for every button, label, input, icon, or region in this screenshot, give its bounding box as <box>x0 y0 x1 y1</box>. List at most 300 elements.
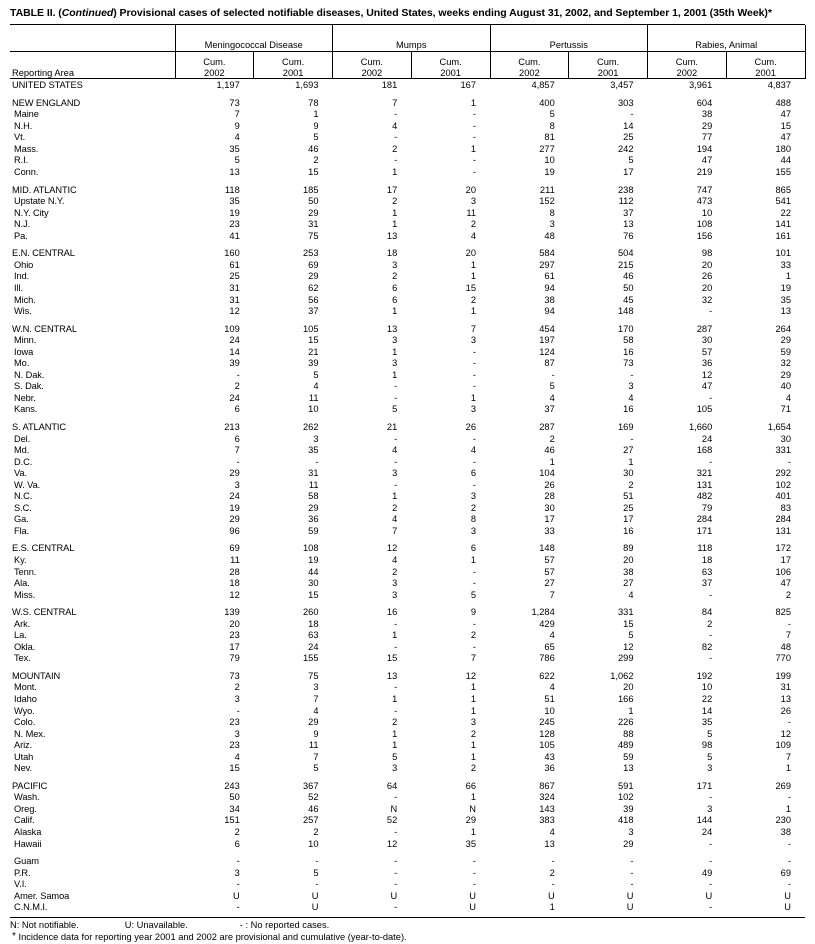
row-value-cell: 3 <box>234 479 240 490</box>
row-value-cell: - <box>472 109 476 120</box>
row-value-cell: - <box>394 682 398 693</box>
group-label-line1: Pertussis <box>549 40 588 51</box>
row-value-cell: 7 <box>313 694 319 704</box>
row-area-label: Del. <box>14 433 31 444</box>
row-value-cell: 81 <box>544 132 555 143</box>
row-value-cell: 4 <box>628 392 634 403</box>
subheader-cum-2002-rabies <box>648 52 727 79</box>
table-row <box>10 185 805 197</box>
row-value-cell: 3 <box>628 827 634 838</box>
subheader-line1: Cum. <box>754 57 777 68</box>
row-value-cell: 12 <box>229 306 240 317</box>
subheader-line1: Cum. <box>597 57 620 68</box>
row-value-cell: - <box>394 381 398 392</box>
row-value-cell: 17 <box>623 514 634 525</box>
row-value-cell: 69 <box>780 867 791 878</box>
table-row <box>10 393 805 405</box>
table-row <box>10 109 805 121</box>
row-value-cell: 4 <box>549 392 555 403</box>
table-row <box>10 706 805 718</box>
row-value-cell: 7 <box>470 323 476 334</box>
row-value-cell: 4 <box>628 589 634 600</box>
page-title <box>10 7 805 20</box>
row-value-cell: 73 <box>229 670 240 681</box>
row-value-cell: 7 <box>549 589 555 600</box>
row-value-cell: 2 <box>470 763 476 774</box>
row-value-cell: 27 <box>623 578 634 589</box>
row-value-cell: 5 <box>313 369 319 380</box>
row-value-cell: 1 <box>392 694 398 704</box>
row-value-cell: 13 <box>386 323 398 334</box>
row-value-cell: 155 <box>302 653 319 664</box>
row-value-cell: 69 <box>229 543 240 554</box>
table-row <box>10 630 805 642</box>
row-value-cell: 194 <box>696 143 713 154</box>
row-value-cell: 5 <box>628 155 634 166</box>
row-value-cell: 167 <box>460 80 476 91</box>
row-value-cell: 1 <box>392 491 398 502</box>
row-area-label: S. Dak. <box>14 381 44 392</box>
row-value-cell: 30 <box>701 335 713 346</box>
row-value-cell: 6 <box>470 468 476 479</box>
row-value-cell: 29 <box>780 369 791 380</box>
row-value-cell: - <box>709 306 713 317</box>
row-value-cell: 287 <box>696 323 713 334</box>
row-value-cell: 38 <box>623 566 634 577</box>
title-continued: Continued <box>61 7 114 19</box>
row-value-cell: 32 <box>701 294 713 305</box>
row-value-cell: 3 <box>313 682 319 693</box>
row-area-label: N.C. <box>14 491 33 502</box>
row-area-label: Wis. <box>14 306 32 317</box>
row-value-cell: 24 <box>229 335 240 346</box>
table-row <box>10 694 805 706</box>
row-value-cell: 6 <box>234 433 240 444</box>
row-value-cell: 66 <box>465 780 476 791</box>
row-value-cell: 35 <box>701 717 713 728</box>
row-value-cell: 292 <box>775 468 791 479</box>
row-value-cell: 19 <box>229 207 240 218</box>
row-area-label: W. Va. <box>14 479 41 490</box>
row-value-cell: - <box>394 827 398 838</box>
row-area-label: Conn. <box>14 167 39 178</box>
row-value-cell: 1 <box>392 306 398 317</box>
row-value-cell: 24 <box>229 491 240 502</box>
row-value-cell: 8 <box>549 120 555 131</box>
row-value-cell: 47 <box>701 381 713 392</box>
row-value-cell: 591 <box>617 780 634 791</box>
row-value-cell: 58 <box>623 335 634 346</box>
row-value-cell: 109 <box>775 740 791 751</box>
row-value-cell: 12 <box>780 728 791 739</box>
row-value-cell: - <box>472 167 476 178</box>
row-value-cell: 29 <box>623 838 634 849</box>
row-value-cell: 2 <box>470 219 476 230</box>
row-value-cell: 31 <box>780 682 791 693</box>
row-value-cell: - <box>315 456 319 467</box>
row-value-cell: 108 <box>696 219 713 230</box>
row-value-cell: 243 <box>224 780 240 791</box>
row-area-label: Colo. <box>14 717 36 728</box>
row-value-cell: 21 <box>308 346 319 357</box>
row-area-label: Ariz. <box>14 740 33 751</box>
table-row <box>10 381 805 393</box>
row-area-label: Ala. <box>14 578 30 589</box>
row-value-cell: - <box>472 120 476 131</box>
row-value-cell: 30 <box>780 433 791 444</box>
group-header-rabies-animal <box>648 25 806 52</box>
subheader-line2: 2001 <box>755 67 776 78</box>
row-value-cell: - <box>709 879 713 890</box>
subheader-line1: Cum. <box>203 57 226 68</box>
table-row <box>10 491 805 503</box>
row-value-cell: 867 <box>539 780 555 791</box>
row-value-cell: 7 <box>470 653 476 664</box>
row-area-label: La. <box>14 630 27 641</box>
row-value-cell: 16 <box>623 525 634 536</box>
row-value-cell: 79 <box>701 502 713 513</box>
group-label-line1: Rabies, Animal <box>695 40 758 51</box>
row-value-cell: 489 <box>617 740 634 751</box>
row-value-cell: - <box>709 653 713 664</box>
row-area-label: Alaska <box>14 827 42 838</box>
row-value-cell: 104 <box>539 468 555 479</box>
row-value-cell: 8 <box>470 514 476 525</box>
table-row <box>10 642 805 654</box>
row-value-cell: 5 <box>392 404 398 415</box>
row-value-cell: 20 <box>701 282 713 293</box>
row-value-cell: 35 <box>465 838 476 849</box>
row-value-cell: 3 <box>313 433 319 444</box>
row-value-cell: 9 <box>470 607 476 618</box>
row-value-cell: 2 <box>470 294 476 305</box>
row-value-cell: 43 <box>544 751 555 762</box>
row-value-cell: 3 <box>628 381 634 392</box>
row-area-label: C.N.M.I. <box>14 902 48 913</box>
table-row <box>10 121 805 133</box>
row-value-cell: - <box>709 456 713 467</box>
row-value-cell: - <box>394 867 398 878</box>
row-value-cell: 46 <box>308 143 319 154</box>
row-value-cell: 24 <box>701 433 713 444</box>
row-area-label: E.S. CENTRAL <box>12 543 75 554</box>
row-value-cell: 46 <box>544 445 555 456</box>
row-value-cell: 197 <box>539 335 555 346</box>
row-value-cell: 168 <box>696 445 713 456</box>
row-value-cell: 36 <box>701 358 713 369</box>
row-area-label: MOUNTAIN <box>12 670 61 681</box>
table-row <box>10 248 805 260</box>
row-value-cell: 4 <box>549 827 555 838</box>
row-value-cell: 1 <box>470 740 476 751</box>
group-header-mumps <box>333 25 491 52</box>
row-value-cell: 7 <box>234 445 240 456</box>
row-value-cell: U <box>311 890 319 901</box>
row-value-cell: 47 <box>780 578 791 589</box>
footnotes <box>10 920 805 944</box>
row-value-cell: - <box>472 358 476 369</box>
row-value-cell: 219 <box>696 167 713 178</box>
row-value-cell: 2 <box>549 433 555 444</box>
row-value-cell: 23 <box>229 717 240 728</box>
table-row <box>10 752 805 764</box>
row-area-label: UNITED STATES <box>12 80 83 91</box>
row-value-cell: 139 <box>224 607 240 618</box>
table-row <box>10 231 805 243</box>
row-value-cell: 2 <box>234 381 240 392</box>
row-value-cell: 160 <box>224 248 240 259</box>
row-value-cell: 215 <box>617 259 634 270</box>
table-row <box>10 208 805 220</box>
row-value-cell: 61 <box>229 259 240 270</box>
row-value-cell: 17 <box>386 184 398 195</box>
row-value-cell: 269 <box>775 780 791 791</box>
row-value-cell: 20 <box>623 682 634 693</box>
row-value-cell: 57 <box>544 554 555 565</box>
row-value-cell: 20 <box>229 618 240 629</box>
subheader-line1: Cum. <box>282 57 305 68</box>
row-value-cell: - <box>709 792 713 803</box>
row-value-cell: 6 <box>234 838 240 849</box>
row-area-label: Wyo. <box>14 705 35 716</box>
table-row <box>10 653 805 665</box>
row-value-cell: 29 <box>780 335 791 346</box>
row-value-cell: 118 <box>697 543 713 554</box>
row-value-cell: 1 <box>470 271 476 282</box>
row-value-cell: 2 <box>234 827 240 838</box>
row-value-cell: 37 <box>544 404 555 415</box>
legend-dash: - : No reported cases. <box>239 919 330 930</box>
row-value-cell: 35 <box>308 445 319 456</box>
row-value-cell: 9 <box>313 120 319 131</box>
row-value-cell: 59 <box>308 525 319 536</box>
row-value-cell: 50 <box>623 282 634 293</box>
table-row <box>10 891 805 903</box>
row-value-cell: U <box>469 890 476 901</box>
row-value-cell: - <box>236 879 240 890</box>
row-value-cell: 169 <box>617 421 634 432</box>
row-value-cell: 102 <box>775 479 791 490</box>
row-value-cell: 29 <box>308 207 319 218</box>
row-area-label: Pa. <box>14 230 28 241</box>
row-value-cell: 10 <box>308 404 319 415</box>
footnote-legend <box>10 920 805 932</box>
subheader-line2: 2002 <box>519 67 540 78</box>
row-value-cell: - <box>394 856 398 867</box>
row-value-cell: 3 <box>392 578 398 589</box>
row-value-cell: U <box>705 890 713 901</box>
row-value-cell: 75 <box>308 230 319 241</box>
row-value-cell: 25 <box>623 502 634 513</box>
row-area-label: N.J. <box>14 219 31 230</box>
row-area-label: N. Mex. <box>14 728 46 739</box>
row-value-cell: - <box>709 392 713 403</box>
row-value-cell: 23 <box>229 219 240 230</box>
row-value-cell: 33 <box>780 259 791 270</box>
row-value-cell: 6 <box>392 294 398 305</box>
row-value-cell: 32 <box>780 358 791 369</box>
row-value-cell: 4 <box>392 120 398 131</box>
row-value-cell: 230 <box>775 815 791 826</box>
table-row <box>10 283 805 295</box>
row-value-cell: 15 <box>308 167 319 178</box>
table-row <box>10 567 805 579</box>
table-row <box>10 879 805 891</box>
notifiable-diseases-table <box>10 24 806 914</box>
table-row <box>10 306 805 318</box>
row-value-cell: U <box>311 902 319 913</box>
row-area-label: Kans. <box>14 404 38 415</box>
row-value-cell: 148 <box>539 543 555 554</box>
row-value-cell: 238 <box>617 184 634 195</box>
row-value-cell: 13 <box>386 670 398 681</box>
row-value-cell: 260 <box>302 607 319 618</box>
footnote-note-text: Incidence data for reporting year 2001 and 2002 are provisional and cumulative (year-to-date). <box>18 932 407 943</box>
subheader-cum-2002-meningococcal <box>175 52 254 79</box>
row-value-cell: 161 <box>775 230 791 241</box>
row-value-cell: 13 <box>780 306 791 317</box>
row-value-cell: 52 <box>386 815 398 826</box>
row-value-cell: 825 <box>775 607 791 618</box>
row-value-cell: - <box>472 456 476 467</box>
row-value-cell: - <box>472 856 476 867</box>
subheader-line2: 2002 <box>361 67 383 78</box>
row-value-cell: 51 <box>623 491 634 502</box>
row-value-cell: 25 <box>623 132 634 143</box>
row-value-cell: 3 <box>392 358 398 369</box>
row-value-cell: 57 <box>701 346 713 357</box>
table-row <box>10 902 805 914</box>
row-value-cell: 78 <box>308 97 319 108</box>
row-value-cell: 15 <box>229 763 240 774</box>
row-value-cell: 106 <box>775 566 791 577</box>
row-value-cell: 12 <box>623 641 634 652</box>
subheader-line1: Cum. <box>439 57 462 68</box>
subheader-cum-2001-rabies <box>726 52 805 79</box>
row-value-cell: 12 <box>701 369 713 380</box>
row-value-cell: 29 <box>308 717 319 728</box>
row-area-label: N.H. <box>14 120 33 131</box>
row-value-cell: 3 <box>707 763 713 774</box>
row-value-cell: 331 <box>775 445 791 456</box>
table-row <box>10 457 805 469</box>
row-value-cell: 26 <box>465 421 476 432</box>
row-value-cell: 17 <box>623 167 634 178</box>
subheader-line1: Cum. <box>360 57 383 68</box>
row-value-cell: 46 <box>308 803 319 814</box>
row-area-label: Idaho <box>14 694 37 704</box>
subheader-cum-2002-pertussis <box>490 52 569 79</box>
row-value-cell: 2 <box>392 566 398 577</box>
row-value-cell: - <box>709 856 713 867</box>
row-value-cell: 181 <box>381 80 398 91</box>
row-value-cell: 10 <box>701 207 713 218</box>
subheader-cum-2001-meningococcal <box>254 52 333 79</box>
row-value-cell: 170 <box>617 323 634 334</box>
row-value-cell: 277 <box>539 143 555 154</box>
row-value-cell: - <box>394 705 398 716</box>
row-value-cell: 52 <box>308 792 319 803</box>
row-value-cell: 324 <box>539 792 555 803</box>
row-value-cell: 3 <box>549 219 555 230</box>
row-value-cell: 88 <box>623 728 634 739</box>
row-value-cell: 7 <box>785 630 791 641</box>
row-value-cell: 5 <box>707 728 713 739</box>
row-value-cell: 482 <box>696 491 713 502</box>
row-value-cell: 7 <box>234 109 240 120</box>
row-value-cell: 2 <box>549 867 555 878</box>
row-value-cell: 488 <box>775 97 791 108</box>
subheader-line1: Cum. <box>518 57 541 68</box>
row-value-cell: 75 <box>308 670 319 681</box>
row-value-cell: 35 <box>229 143 240 154</box>
row-value-cell: 383 <box>539 815 555 826</box>
row-value-cell: 213 <box>224 421 240 432</box>
row-area-label: Hawaii <box>14 838 42 849</box>
row-area-label: PACIFIC <box>12 780 48 791</box>
row-value-cell: - <box>472 867 476 878</box>
row-value-cell: 367 <box>302 780 319 791</box>
row-value-cell: 1 <box>470 259 476 270</box>
row-value-cell: 6 <box>392 282 398 293</box>
row-value-cell: 1 <box>628 705 634 716</box>
row-value-cell: 3,457 <box>610 80 634 91</box>
row-value-cell: 5 <box>313 867 319 878</box>
row-value-cell: 57 <box>544 566 555 577</box>
row-area-label: N. Dak. <box>14 369 45 380</box>
row-value-cell: 12 <box>386 838 398 849</box>
row-value-cell: 2 <box>392 196 398 207</box>
row-value-cell: 1 <box>392 207 398 218</box>
row-value-cell: 3 <box>234 728 240 739</box>
row-value-cell: 94 <box>544 306 555 317</box>
row-value-cell: 541 <box>775 196 791 207</box>
table-row <box>10 671 805 683</box>
row-value-cell: - <box>315 856 319 867</box>
row-value-cell: 10 <box>544 155 555 166</box>
row-value-cell: 17 <box>229 641 240 652</box>
row-value-cell: 19 <box>308 554 319 565</box>
row-value-cell: 45 <box>623 294 634 305</box>
row-area-label: Upstate N.Y. <box>14 196 65 207</box>
row-value-cell: 1 <box>470 827 476 838</box>
row-value-cell: 16 <box>623 404 634 415</box>
table-row <box>10 98 805 110</box>
table-row <box>10 404 805 416</box>
footnote-star-note <box>10 931 805 944</box>
row-value-cell: 2 <box>628 479 634 490</box>
row-value-cell: 604 <box>696 97 713 108</box>
row-area-label: Okla. <box>14 641 36 652</box>
row-value-cell: U <box>469 902 476 913</box>
row-value-cell: 131 <box>775 525 791 536</box>
row-value-cell: - <box>630 867 634 878</box>
row-value-cell: 2 <box>234 682 240 693</box>
row-value-cell: 1 <box>392 369 398 380</box>
table-row <box>10 422 805 434</box>
row-area-label: Guam <box>14 856 39 867</box>
row-value-cell: 64 <box>386 780 398 791</box>
table-row <box>10 717 805 729</box>
row-value-cell: 19 <box>544 167 555 178</box>
table-row <box>10 155 805 167</box>
row-value-cell: 15 <box>623 618 634 629</box>
row-value-cell: 4 <box>234 132 240 143</box>
row-value-cell: 79 <box>229 653 240 664</box>
row-value-cell: 24 <box>308 641 319 652</box>
row-value-cell: 11 <box>308 740 319 751</box>
row-value-cell: 4,857 <box>531 80 555 91</box>
